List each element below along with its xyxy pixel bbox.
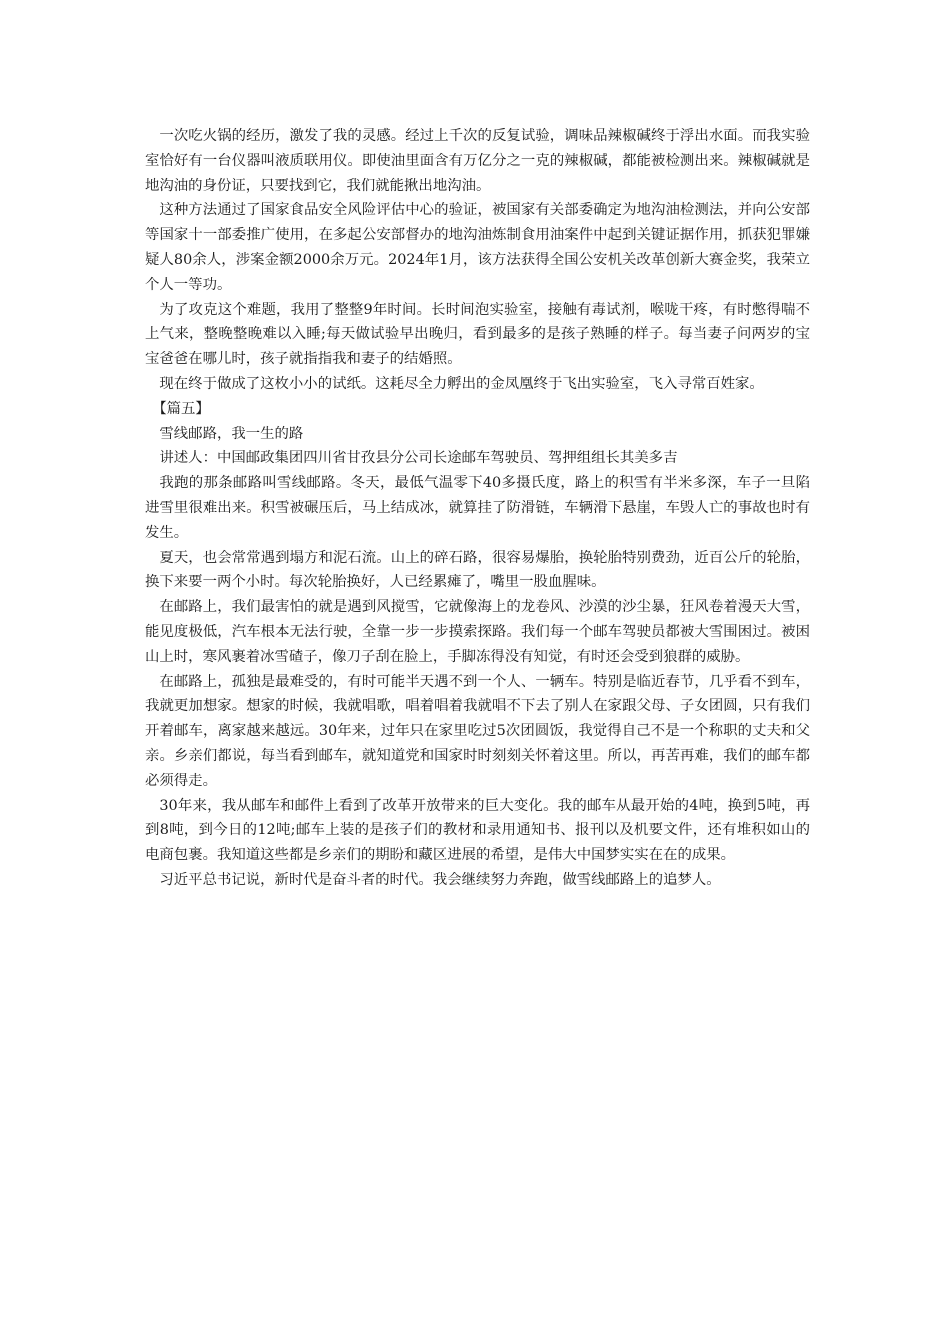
- section-title: 雪线邮路，我一生的路: [159, 425, 304, 442]
- body-paragraph-4: 在邮路上，孤独是最难受的，有时可能半天遇不到一个人、一辆车。特别是临近春节，几乎看不到车，我就更加想家。想家的时候，我就唱歌，唱着唱着我就唱不下去了别人在家跟父母、子女团圆，只有我们开着邮车，离家越来越远。30年来，过年只在家里吃过5次团圆饭，我觉得自己不是一个称职的丈夫和父亲。乡亲们都说，每当看到邮车，就知道党和国家时时刻刻关怀着这里。所以，再苦再难，我们的邮车都必须得走。: [145, 673, 810, 789]
- document-page: [145, 124, 810, 893]
- narrator-line: 讲述人：中国邮政集团四川省甘孜县分公司长途邮车驾驶员、驾押组组长其美多吉: [159, 450, 678, 467]
- section-label: 【篇五】: [152, 400, 210, 417]
- body-paragraph-3: 在邮路上，我们最害怕的就是遇到风搅雪，它就像海上的龙卷风、沙漠的沙尘暴，狂风卷着漫天大雪，能见度极低，汽车根本无法行驶，全靠一步一步摸索探路。我们每一个邮车驾驶员都被大雪围困过。被困山上时，寒风裹着冰雪碴子，像刀子刮在脸上，手脚冻得没有知觉，有时还会受到狼群的威胁。: [145, 599, 810, 665]
- body-paragraph-1: 我跑的那条邮路叫雪线邮路。冬天，最低气温零下40多摄氏度，路上的积雪有半米多深，车子一旦陷进雪里很难出来。积雪被碾压后，马上结成冰，就算挂了防滑链，车辆滑下悬崖，车毁人亡的事故也时有发生。: [145, 475, 810, 541]
- body-paragraph-2: 夏天，也会常常遇到塌方和泥石流。山上的碎石路，很容易爆胎，换轮胎特别费劲，近百公斤的轮胎，换下来要一两个小时。每次轮胎换好，人已经累瘫了，嘴里一股血腥味。: [145, 549, 810, 591]
- paragraph-1: 一次吃火锅的经历，激发了我的灵感。经过上千次的反复试验，调味品辣椒碱终于浮出水面。而我实验室恰好有一台仪器叫液质联用仪。即使油里面含有万亿分之一克的辣椒碱，都能被检测出来。辣椒碱就是地沟油的身份证，只要找到它，我们就能揪出地沟油。: [145, 128, 810, 194]
- paragraph-2: 这种方法通过了国家食品安全风险评估中心的验证，被国家有关部委确定为地沟油检测法，并向公安部等国家十一部委推广使用，在多起公安部督办的地沟油炼制食用油案件中起到关键证据作用，抓获犯罪嫌疑人80余人，涉案金额2000余万元。2024年1月，该方法获得全国公安机关改革创新大赛金奖，我荣立个人一等功。: [145, 202, 810, 293]
- paragraph-4: 现在终于做成了这枚小小的试纸。这耗尽全力孵出的金凤凰终于飞出实验室，飞入寻常百姓家。: [159, 375, 764, 392]
- body-paragraph-6: 习近平总书记说，新时代是奋斗者的时代。我会继续努力奔跑，做雪线邮路上的追梦人。: [159, 871, 721, 888]
- paragraph-3: 为了攻克这个难题，我用了整整9年时间。长时间泡实验室，接触有毒试剂，喉咙干疼，有时憋得喘不上气来，整晚整晚难以入睡;每天做试验早出晚归，看到最多的是孩子熟睡的样子。每当妻子问两岁的宝宝爸爸在哪儿时，孩子就指指我和妻子的结婚照。: [145, 301, 810, 368]
- body-paragraph-5: 30年来，我从邮车和邮件上看到了改革开放带来的巨大变化。我的邮车从最开始的4吨，换到5吨，再到8吨，到今日的12吨;邮车上装的是孩子们的教材和录用通知书、报刊以及机要文件，还有堆积如山的电商包裹。我知道这些都是乡亲们的期盼和藏区进展的希望，是伟大中国梦实实在在的成果。: [145, 797, 810, 864]
